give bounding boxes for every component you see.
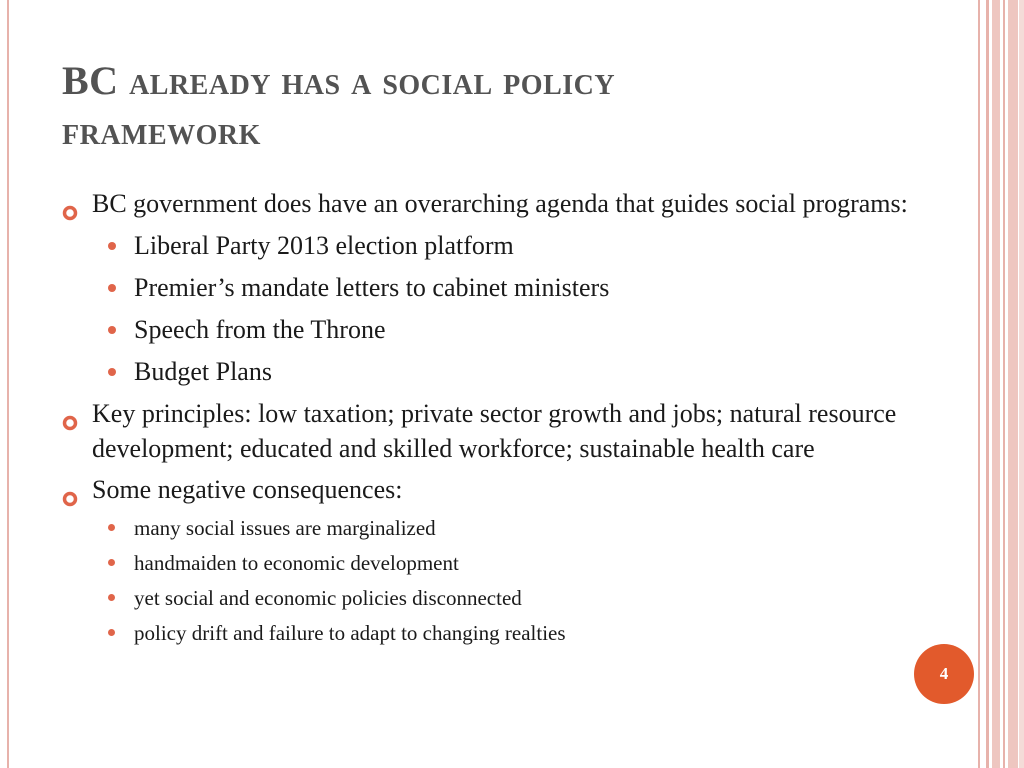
bullet-text: Key principles: low taxation; private sector growth and jobs; natural resource development; educated and skilled workforce; sustainable health care xyxy=(92,399,897,463)
sub-bullet-text: policy drift and failure to adapt to changing realties xyxy=(134,621,566,645)
bullet-text: Some negative consequences: xyxy=(92,475,403,504)
slide-title-line-2: framework xyxy=(62,108,261,153)
stripe xyxy=(992,0,1000,768)
page-number: 4 xyxy=(939,664,949,683)
circle-bullet-icon xyxy=(62,481,78,497)
sub-bullet-text: handmaiden to economic development xyxy=(134,551,459,575)
dot-bullet-icon xyxy=(108,629,115,636)
sub-bullet-text: Speech from the Throne xyxy=(134,315,386,344)
sub-bullet-item xyxy=(62,354,942,389)
sub-bullet-text: Premier’s mandate letters to cabinet ministers xyxy=(134,273,610,302)
dot-bullet-icon xyxy=(108,326,116,334)
stripe xyxy=(1008,0,1018,768)
dot-bullet-icon xyxy=(108,559,115,566)
stripe xyxy=(986,0,989,768)
sub-bullet-text: yet social and economic policies disconnected xyxy=(134,586,522,610)
bullet-item xyxy=(62,396,942,466)
sub-bullet-item xyxy=(62,270,942,305)
right-decorative-stripes xyxy=(978,0,1024,768)
dot-bullet-icon xyxy=(108,594,115,601)
bullet-item xyxy=(62,472,942,507)
sub-bullet-text: Liberal Party 2013 election platform xyxy=(134,231,514,260)
slide-body xyxy=(62,186,942,654)
stripe xyxy=(978,0,980,768)
sub-bullet-text: many social issues are marginalized xyxy=(134,516,436,540)
stripe xyxy=(1019,0,1024,768)
sub-bullet-item xyxy=(62,619,942,647)
left-border-line xyxy=(7,0,9,768)
dot-bullet-icon xyxy=(108,242,116,250)
sub-bullet-item xyxy=(62,312,942,347)
stripe xyxy=(1003,0,1005,768)
sub-bullet-item xyxy=(62,549,942,577)
sub-bullet-item xyxy=(62,514,942,542)
circle-bullet-icon xyxy=(62,195,78,211)
dot-bullet-icon xyxy=(108,284,116,292)
circle-bullet-icon xyxy=(62,405,78,421)
sub-bullet-item xyxy=(62,228,942,263)
page-number-badge xyxy=(914,644,974,704)
dot-bullet-icon xyxy=(108,524,115,531)
slide-title-line-1: BC already has a social policy xyxy=(62,58,616,103)
sub-bullet-item xyxy=(62,584,942,612)
bullet-text: BC government does have an overarching agenda that guides social programs: xyxy=(92,189,908,218)
sub-bullet-text: Budget Plans xyxy=(134,357,272,386)
slide-title xyxy=(62,56,962,156)
bullet-item xyxy=(62,186,942,221)
dot-bullet-icon xyxy=(108,368,116,376)
